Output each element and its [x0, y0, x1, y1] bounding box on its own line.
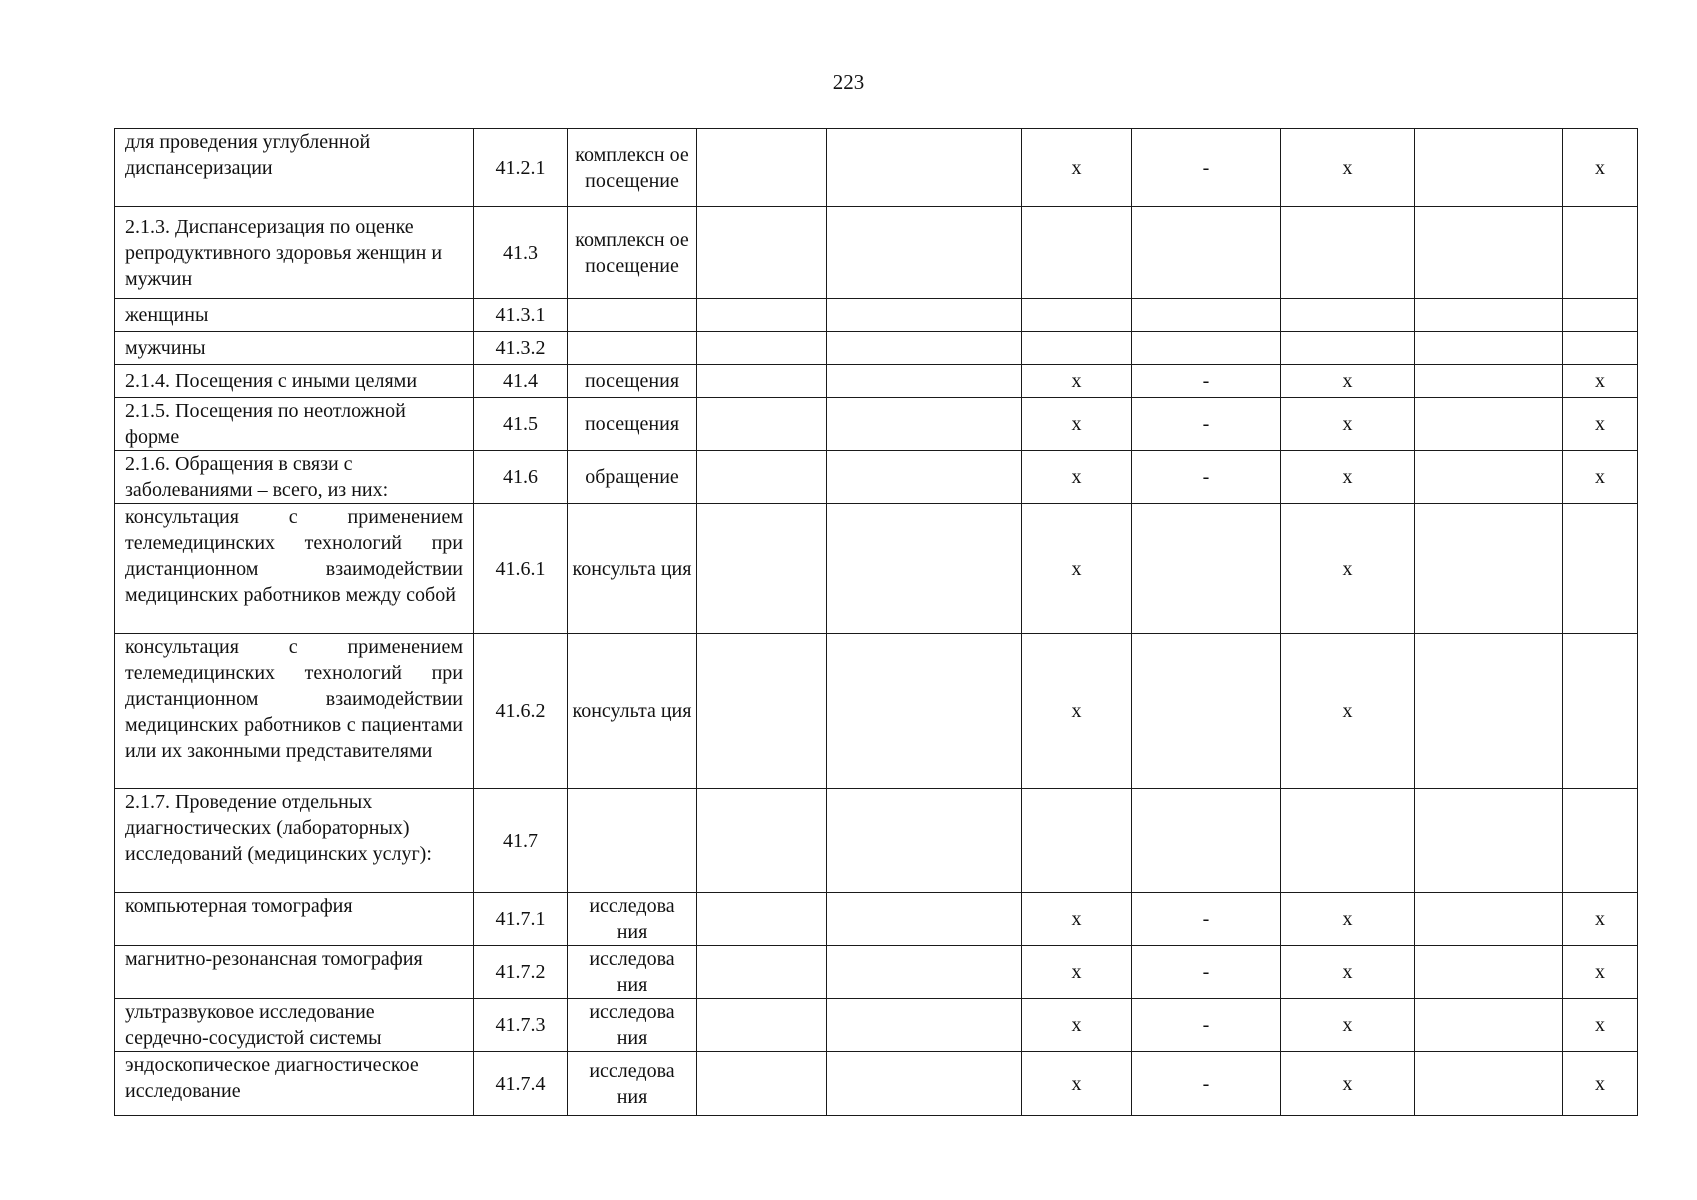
cell-col10 [1563, 332, 1638, 365]
cell-col6 [1022, 299, 1132, 332]
cell-col10: х [1563, 365, 1638, 398]
row-code: 41.3.2 [474, 332, 568, 365]
cell-col8: х [1281, 634, 1415, 789]
cell-col9 [1415, 893, 1563, 946]
row-code: 41.7.1 [474, 893, 568, 946]
cell-col8 [1281, 299, 1415, 332]
cell-col5 [827, 504, 1022, 634]
cell-col4 [697, 634, 827, 789]
row-code: 41.4 [474, 365, 568, 398]
table-row [115, 946, 1638, 999]
row-unit [568, 789, 697, 893]
row-code: 41.2.1 [474, 129, 568, 207]
cell-col9 [1415, 299, 1563, 332]
row-code: 41.7.2 [474, 946, 568, 999]
cell-col5 [827, 398, 1022, 451]
cell-col7 [1132, 634, 1281, 789]
cell-col6: х [1022, 129, 1132, 207]
cell-col9 [1415, 999, 1563, 1052]
row-name: мужчины [115, 332, 474, 365]
row-unit: посещения [568, 398, 697, 451]
row-unit: комплексн ое посещение [568, 129, 697, 207]
row-unit [568, 332, 697, 365]
row-unit: исследова ния [568, 946, 697, 999]
cell-col6: х [1022, 634, 1132, 789]
row-unit: исследова ния [568, 1052, 697, 1116]
cell-col4 [697, 1052, 827, 1116]
cell-col9 [1415, 207, 1563, 299]
cell-col4 [697, 946, 827, 999]
cell-col4 [697, 398, 827, 451]
row-name: эндоскопическое диагностическое исследование [115, 1052, 474, 1116]
cell-col8 [1281, 789, 1415, 893]
cell-col6: х [1022, 504, 1132, 634]
cell-col6 [1022, 332, 1132, 365]
cell-col5 [827, 299, 1022, 332]
row-code: 41.7 [474, 789, 568, 893]
cell-col8: х [1281, 999, 1415, 1052]
row-name: ультразвуковое исследование сердечно-сосудистой системы [115, 999, 474, 1052]
table-row [115, 504, 1638, 634]
table-row [115, 398, 1638, 451]
cell-col5 [827, 946, 1022, 999]
row-code: 41.7.3 [474, 999, 568, 1052]
cell-col8: х [1281, 129, 1415, 207]
table-row [115, 332, 1638, 365]
cell-col6: х [1022, 893, 1132, 946]
row-name: 2.1.4. Посещения с иными целями [115, 365, 474, 398]
row-name: компьютерная томография [115, 893, 474, 946]
cell-col5 [827, 1052, 1022, 1116]
row-name: для проведения углубленной диспансеризации [115, 129, 474, 207]
row-name: магнитно-резонансная томография [115, 946, 474, 999]
cell-col7 [1132, 332, 1281, 365]
row-unit: обращение [568, 451, 697, 504]
data-table [114, 128, 1638, 1116]
cell-col10: х [1563, 398, 1638, 451]
table-row [115, 1052, 1638, 1116]
cell-col9 [1415, 946, 1563, 999]
cell-col6: х [1022, 999, 1132, 1052]
cell-col8: х [1281, 451, 1415, 504]
row-code: 41.6 [474, 451, 568, 504]
row-unit: комплексн ое посещение [568, 207, 697, 299]
cell-col4 [697, 789, 827, 893]
table-row [115, 365, 1638, 398]
cell-col9 [1415, 789, 1563, 893]
cell-col5 [827, 789, 1022, 893]
table-row [115, 893, 1638, 946]
cell-col9 [1415, 634, 1563, 789]
row-code: 41.3.1 [474, 299, 568, 332]
page-number: 223 [832, 70, 865, 94]
cell-col10 [1563, 504, 1638, 634]
cell-col6 [1022, 789, 1132, 893]
cell-col9 [1415, 451, 1563, 504]
table-row [115, 451, 1638, 504]
row-unit: исследова ния [568, 893, 697, 946]
row-code: 41.6.1 [474, 504, 568, 634]
cell-col6: х [1022, 451, 1132, 504]
cell-col8: х [1281, 893, 1415, 946]
cell-col7: - [1132, 1052, 1281, 1116]
cell-col5 [827, 634, 1022, 789]
cell-col10: х [1563, 946, 1638, 999]
cell-col7 [1132, 504, 1281, 634]
cell-col4 [697, 893, 827, 946]
row-unit: консульта ция [568, 504, 697, 634]
cell-col4 [697, 129, 827, 207]
cell-col4 [697, 299, 827, 332]
row-name: 2.1.3. Диспансеризация по оценке репродуктивного здоровья женщин и мужчин [115, 207, 474, 299]
row-unit [568, 299, 697, 332]
cell-col7: - [1132, 451, 1281, 504]
row-unit: исследова ния [568, 999, 697, 1052]
cell-col9 [1415, 129, 1563, 207]
row-code: 41.5 [474, 398, 568, 451]
cell-col8 [1281, 332, 1415, 365]
cell-col8: х [1281, 365, 1415, 398]
row-name: 2.1.6. Обращения в связи с заболеваниями – всего, из них: [115, 451, 474, 504]
cell-col10: х [1563, 129, 1638, 207]
row-code: 41.6.2 [474, 634, 568, 789]
cell-col5 [827, 999, 1022, 1052]
cell-col8: х [1281, 946, 1415, 999]
cell-col10 [1563, 634, 1638, 789]
cell-col7 [1132, 789, 1281, 893]
cell-col6: х [1022, 398, 1132, 451]
cell-col8: х [1281, 398, 1415, 451]
cell-col8 [1281, 207, 1415, 299]
cell-col7 [1132, 207, 1281, 299]
row-unit: посещения [568, 365, 697, 398]
cell-col6 [1022, 207, 1132, 299]
cell-col10: х [1563, 893, 1638, 946]
cell-col10: х [1563, 451, 1638, 504]
cell-col5 [827, 893, 1022, 946]
cell-col4 [697, 504, 827, 634]
row-name: консультация с применением телемедицинских технологий при дистанционном взаимодействии медицинских работников между собой [115, 504, 474, 634]
cell-col6: х [1022, 1052, 1132, 1116]
cell-col7: - [1132, 398, 1281, 451]
table-row [115, 299, 1638, 332]
table-row [115, 129, 1638, 207]
row-code: 41.7.4 [474, 1052, 568, 1116]
cell-col9 [1415, 332, 1563, 365]
cell-col9 [1415, 365, 1563, 398]
cell-col6: х [1022, 365, 1132, 398]
row-name: консультация с применением телемедицинских технологий при дистанционном взаимодействии медицинских работников с пациентами или их законными представителями [115, 634, 474, 789]
cell-col5 [827, 365, 1022, 398]
row-name: 2.1.7. Проведение отдельных диагностических (лабораторных) исследований (медицинских услуг): [115, 789, 474, 893]
cell-col7: - [1132, 893, 1281, 946]
cell-col10 [1563, 207, 1638, 299]
row-name: женщины [115, 299, 474, 332]
cell-col6: х [1022, 946, 1132, 999]
cell-col4 [697, 999, 827, 1052]
cell-col7: - [1132, 365, 1281, 398]
row-code: 41.3 [474, 207, 568, 299]
cell-col8: х [1281, 504, 1415, 634]
table-row [115, 207, 1638, 299]
cell-col4 [697, 207, 827, 299]
cell-col5 [827, 332, 1022, 365]
cell-col4 [697, 332, 827, 365]
cell-col10 [1563, 789, 1638, 893]
cell-col10: х [1563, 1052, 1638, 1116]
table-row [115, 999, 1638, 1052]
cell-col4 [697, 365, 827, 398]
cell-col4 [697, 451, 827, 504]
cell-col9 [1415, 1052, 1563, 1116]
cell-col5 [827, 451, 1022, 504]
cell-col7: - [1132, 129, 1281, 207]
row-unit: консульта ция [568, 634, 697, 789]
cell-col5 [827, 207, 1022, 299]
cell-col10: х [1563, 999, 1638, 1052]
cell-col7: - [1132, 946, 1281, 999]
row-name: 2.1.5. Посещения по неотложной форме [115, 398, 474, 451]
table-row [115, 789, 1638, 893]
cell-col8: х [1281, 1052, 1415, 1116]
table-row [115, 634, 1638, 789]
cell-col5 [827, 129, 1022, 207]
cell-col9 [1415, 398, 1563, 451]
cell-col9 [1415, 504, 1563, 634]
cell-col7 [1132, 299, 1281, 332]
cell-col7: - [1132, 999, 1281, 1052]
cell-col10 [1563, 299, 1638, 332]
